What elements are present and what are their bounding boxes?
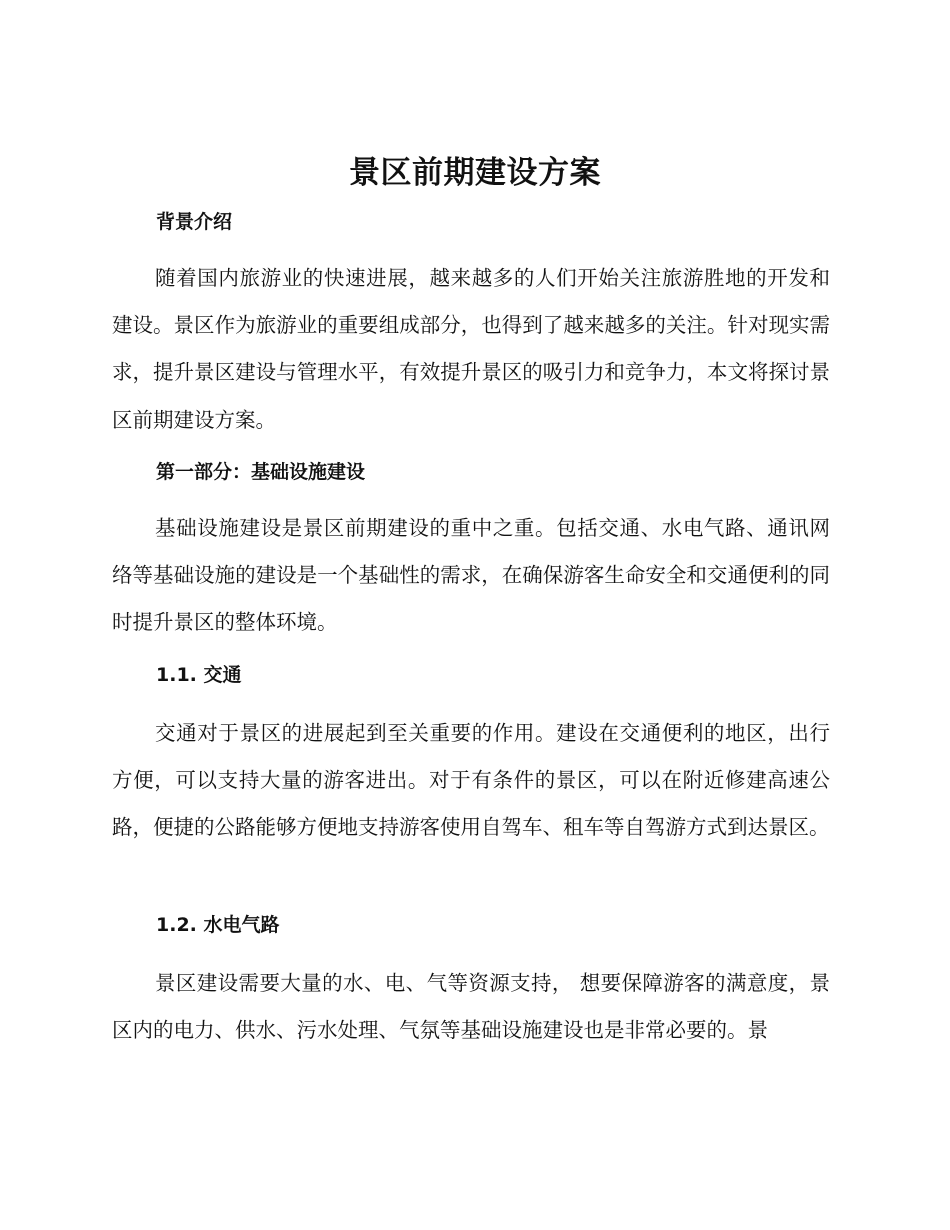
section-heading-background: 背景介绍 [156, 211, 233, 233]
section-heading-utilities: 1.2. 水电气路 [156, 914, 280, 936]
paragraph-background: 随着国内旅游业的快速进展，越来越多的人们开始关注旅游胜地的开发和建设。景区作为旅游业的重要组成部分，也得到了越来越多的关注。针对现实需求，提升景区建设与管理水平，有效提升景区的吸引力和竞争力，本文将探讨景区前期建设方案。 [112, 266, 830, 432]
paragraph-utilities: 景区建设需要大量的水、电、气等资源支持， 想要保障游客的满意度，景区内的电力、供水、污水处理、气氛等基础设施建设也是非常必要的。景 [112, 971, 830, 1043]
section-heading-part-one: 第一部分：基础设施建设 [156, 461, 366, 483]
paragraph-part-one: 基础设施建设是景区前期建设的重中之重。包括交通、水电气路、通讯网络等基础设施的建设是一个基础性的需求，在确保游客生命安全和交通便利的同时提升景区的整体环境。 [112, 516, 830, 635]
paragraph-traffic: 交通对于景区的进展起到至关重要的作用。建设在交通便利的地区，出行方便，可以支持大量的游客进出。对于有条件的景区，可以在附近修建高速公路，便捷的公路能够方便地支持游客使用自驾车、租车等自驾游方式到达景区。 [112, 721, 830, 840]
document-title: 景区前期建设方案 [349, 155, 601, 191]
section-heading-traffic: 1.1. 交通 [156, 664, 242, 686]
